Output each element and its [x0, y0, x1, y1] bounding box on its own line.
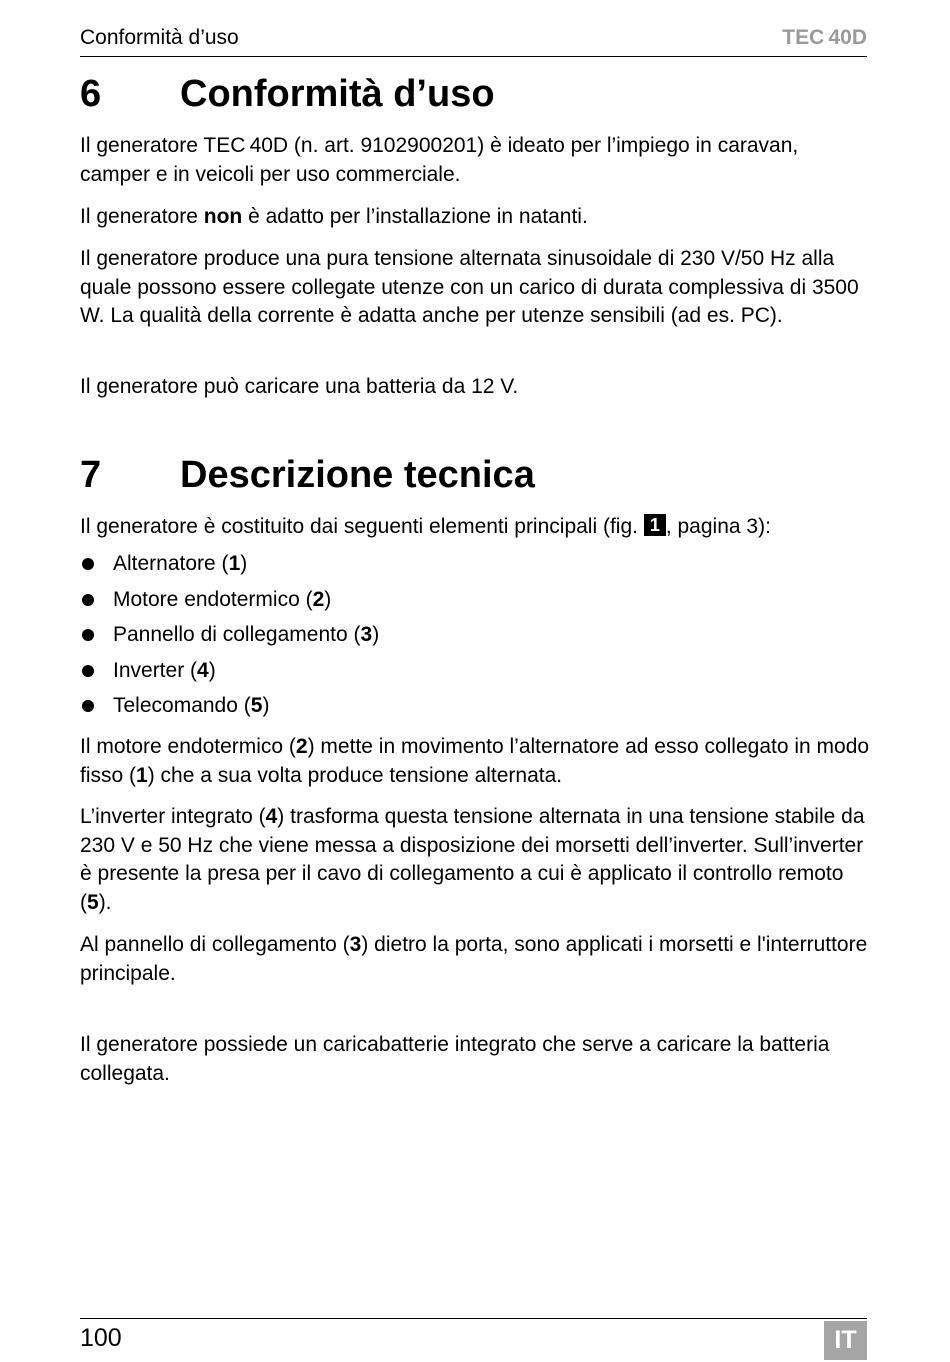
bullet-icon [82, 594, 94, 606]
paragraph: Il generatore è costituito dai seguenti elementi principali (fig. 1 , pagina 3): [80, 515, 771, 538]
paragraph: Il generatore TEC 40D (n. art. 9102900201) è ideato per l’impiego in caravan, camper e in veicoli per uso commerciale. [80, 134, 799, 186]
section-title: Conformità d’uso [180, 73, 495, 115]
running-header [80, 24, 867, 57]
section-title: Descrizione tecnica [180, 454, 535, 496]
emphasis: non [203, 205, 243, 228]
paragraph: Il generatore non è adatto per l’installazione in natanti. [80, 205, 588, 228]
paragraph: L’inverter integrato (4) trasforma questa tensione alternata in una tensione stabile da 230 V e 50 Hz che viene messa a disposizione dei morsetti dell’inverter. Sull’inverter è presente la presa per il cavo di collegamento a cui è applicato il controllo remoto (5). [80, 805, 865, 914]
section-number: 6 [80, 73, 102, 115]
bullet-icon [82, 629, 94, 641]
section-number: 7 [80, 454, 102, 496]
component-list [80, 546, 379, 724]
bullet-icon [82, 558, 94, 570]
list-item: Inverter (4) [80, 653, 379, 689]
list-item: Pannello di collegamento (3) [80, 617, 379, 653]
list-item: Motore endotermico (2) [80, 582, 379, 618]
header-model: TEC 40D [782, 26, 867, 49]
list-item: Alternatore (1) [80, 546, 379, 582]
figure-reference-badge: 1 [644, 514, 666, 536]
paragraph: Il generatore produce una pura tensione alternata sinusoidale di 230 V/50 Hz alla quale possono essere collegate utenze con un carico di durata complessiva di 3500 W. La qualità della corrente è adatta anche per utenze sensibili (ad es. PC). [80, 247, 859, 327]
language-badge: IT [824, 1321, 867, 1360]
footer-rule [80, 1318, 867, 1319]
bullet-icon [82, 700, 94, 712]
paragraph: Il generatore possiede un caricabatterie integrato che serve a caricare la batteria collegata. [80, 1033, 830, 1085]
list-item: Telecomando (5) [80, 688, 379, 724]
paragraph: Il generatore può caricare una batteria da 12 V. [80, 375, 519, 398]
paragraph: Al pannello di collegamento (3) dietro la porta, sono applicati i morsetti e l'interruttore principale. [80, 933, 868, 985]
paragraph: Il motore endotermico (2) mette in movimento l’alternatore ad esso collegato in modo fisso (1) che a sua volta produce tensione alternata. [80, 735, 870, 787]
page-number: 100 [80, 1324, 122, 1352]
header-chapter-title: Conformità d’uso [80, 26, 239, 49]
bullet-icon [82, 665, 94, 677]
